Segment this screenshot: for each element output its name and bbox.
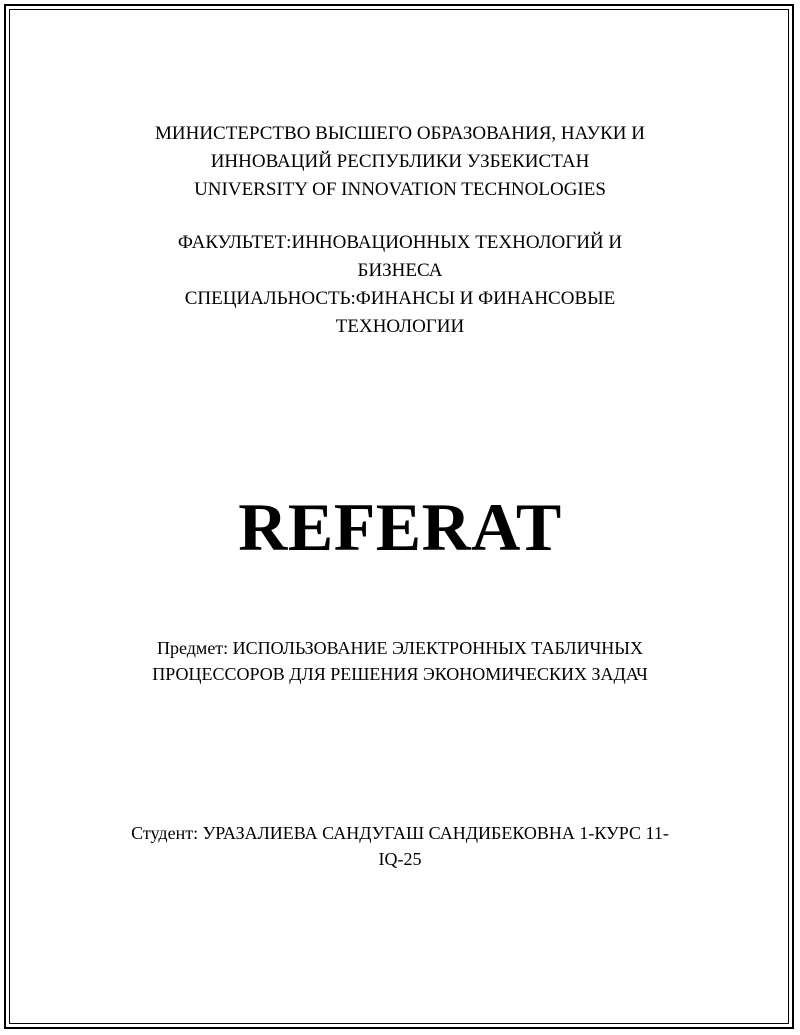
faculty-line-2: БИЗНЕСА	[357, 260, 443, 281]
subject-line-2: ПРОЦЕССОРОВ ДЛЯ РЕШЕНИЯ ЭКОНОМИЧЕСКИХ ЗАДАЧ	[152, 664, 648, 684]
faculty-line-1: ФАКУЛЬТЕТ:ИННОВАЦИОННЫХ ТЕХНОЛОГИЙ И	[177, 232, 623, 253]
document-title: REFERAT	[238, 489, 562, 565]
ministry-line-1: МИНИСТЕРСТВО ВЫСШЕГО ОБРАЗОВАНИЯ, НАУКИ И	[155, 123, 645, 144]
faculty-specialty-block	[100, 229, 700, 341]
ministry-header	[100, 120, 700, 204]
specialty-line-1: СПЕЦИАЛЬНОСТЬ:ФИНАНСЫ И ФИНАНСОВЫЕ	[184, 288, 616, 309]
student-line-2: IQ-25	[378, 849, 422, 869]
university-name: UNIVERSITY OF INNOVATION TECHNOLOGIES	[194, 179, 606, 200]
subject-block	[100, 635, 700, 687]
ministry-line-2: ИННОВАЦИЙ РЕСПУБЛИКИ УЗБЕКИСТАН	[210, 151, 590, 172]
student-block	[100, 820, 700, 872]
student-line-1: Студент: УРАЗАЛИЕВА САНДУГАШ САНДИБЕКОВНА 1-КУРС 11-	[131, 823, 669, 843]
subject-line-1: Предмет: ИСПОЛЬЗОВАНИЕ ЭЛЕКТРОННЫХ ТАБЛИЧНЫХ	[157, 638, 643, 658]
specialty-line-2: ТЕХНОЛОГИИ	[335, 316, 465, 337]
